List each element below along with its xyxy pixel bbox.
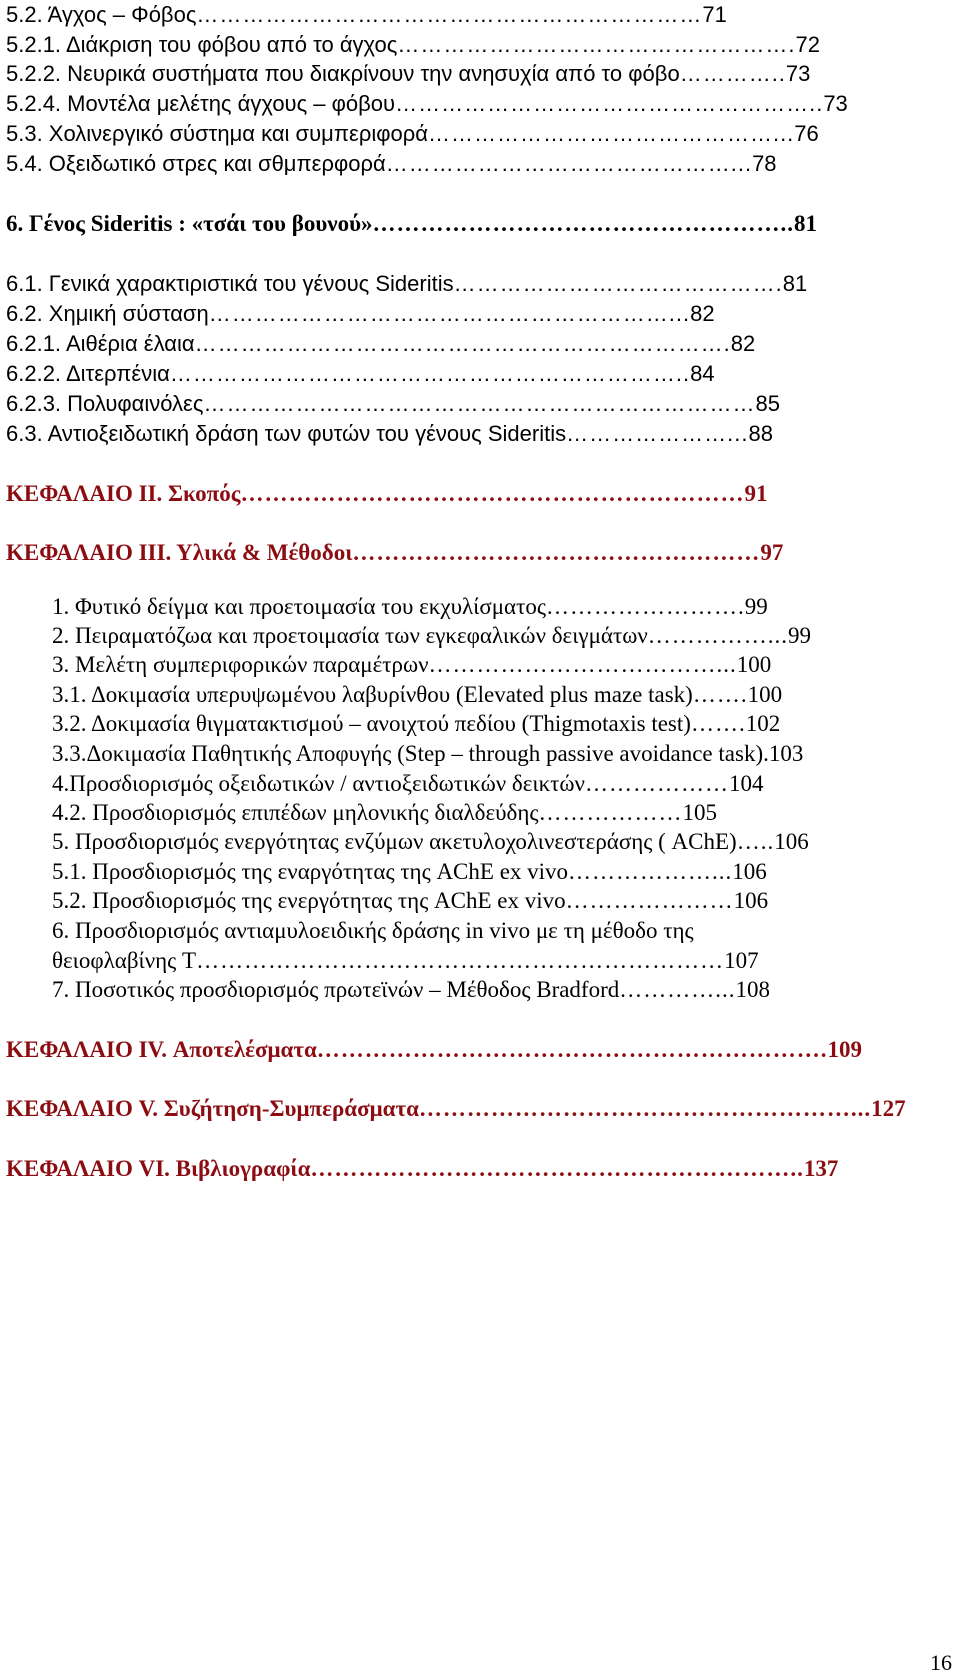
toc-entry-page: 99 — [787, 623, 811, 648]
toc-chapter-heading[interactable] — [6, 539, 910, 567]
toc-entry-page: 100 — [736, 652, 772, 677]
toc-entry-label: 5.2.2. Νευρικά συστήματα που διακρίνουν την ανησυχία από το φόβο — [6, 61, 680, 86]
toc-entry-page: 109 — [827, 1037, 863, 1062]
toc-entry-label: 3.3.Δοκιμασία Παθητικής Αποφυγής (Step – through passive avoidance task). — [52, 741, 769, 766]
toc-entry-label: θειοφλαβίνης T — [52, 948, 197, 973]
toc-entry[interactable] — [6, 150, 910, 178]
toc-entry-label: 7. Ποσοτικός προσδιορισμός πρωτεϊνών – Μέθοδος Bradford — [52, 977, 620, 1002]
toc-entry-label: 5.4. Οξειδωτικό στρες και σθμπερφορά — [6, 151, 386, 176]
toc-leader: ……………………………………. — [453, 271, 783, 296]
toc-entry-page: 97 — [760, 540, 784, 565]
toc-leader: …………... — [619, 977, 736, 1002]
toc-entry[interactable] — [52, 740, 922, 768]
toc-entry-page: 127 — [871, 1096, 906, 1121]
toc-entry-label: 6.2.2. Διτερπένια — [6, 361, 170, 386]
toc-leader: ………………………………………………... — [418, 1096, 872, 1121]
toc-leader: ……………... — [647, 623, 788, 648]
toc-entry-label: ΚΕΦΑΛΑΙΟ ΙΙΙ. Υλικά & Μέθοδοι — [6, 540, 353, 565]
toc-entry-label: ΚΕΦΑΛΑΙΟ IV. Αποτελέσματα — [6, 1037, 317, 1062]
toc-entry-page: 91 — [744, 481, 768, 506]
toc-entry-label: 4.2. Προσδιορισμός επιπέδων μηλονικής διαλδεύδης — [52, 800, 539, 825]
toc-entry-label: 6.2. Χημική σύσταση — [6, 301, 209, 326]
toc-entry-page: 106 — [774, 829, 809, 854]
toc-entry-continuation[interactable] — [52, 947, 910, 975]
toc-section-heading[interactable] — [6, 210, 910, 238]
toc-entry-label: 6.2.3. Πολυφαινόλες — [6, 391, 204, 416]
toc-entry[interactable] — [52, 887, 910, 915]
toc-leader: ……………………………………………. — [397, 32, 796, 57]
toc-entry-page: 103 — [768, 741, 804, 766]
toc-entry[interactable] — [52, 593, 910, 621]
toc-entry-label: 2. Πειραματόζωα και προετοιμασία των εγκεφαλικών δειγμάτων — [52, 623, 648, 648]
toc-entry-label: 6.1. Γενικά χαρακτιριστικά του γένους Sideritis — [6, 271, 454, 296]
toc-entry[interactable] — [52, 770, 910, 798]
toc-leader: ……………………………………………………… — [240, 481, 745, 506]
toc-chapter-heading[interactable] — [6, 1095, 910, 1123]
toc-entry-label: 5.2.1. Διάκριση του φόβου από το άγχος — [6, 32, 398, 57]
toc-entry[interactable] — [6, 300, 910, 328]
page-number: 16 — [930, 1650, 952, 1675]
toc-entry-label: 1. Φυτικό δείγμα και προετοιμασία του εκχυλίσματος — [52, 594, 546, 619]
toc-leader: ………………………………………………………….. — [169, 361, 691, 386]
toc-entry-page: 76 — [794, 121, 819, 146]
toc-leader: ……………………………………………………………. — [194, 331, 731, 356]
toc-entry-label: ΚΕΦΑΛΑΙΟ ΙΙ. Σκοπός — [6, 481, 241, 506]
toc-entry[interactable] — [52, 799, 910, 827]
toc-entry-page: 73 — [785, 61, 811, 86]
toc-entry[interactable] — [52, 651, 910, 679]
toc-leader: ……………………………………………….. — [395, 91, 824, 116]
toc-leader: …………………………………………………….. — [310, 1156, 804, 1181]
toc-entry[interactable] — [6, 1, 910, 29]
toc-entry-page: 81 — [794, 211, 818, 236]
toc-leader: ………………………………………………………. — [316, 1037, 828, 1062]
toc-entry[interactable] — [52, 710, 910, 738]
toc-entry[interactable] — [52, 858, 910, 886]
toc-entry-label: 5.2. Άγχος – Φόβος — [6, 2, 197, 27]
toc-entry-page: 106 — [732, 859, 767, 884]
toc-entry-page: 82 — [730, 331, 756, 356]
toc-leader: …………………………………………… — [352, 540, 761, 565]
toc-entry-label: 3.1. Δοκιμασία υπερυψωμένου λαβυρίνθου (Elevated plus maze task) — [52, 682, 693, 707]
toc-entry-page: 104 — [728, 771, 764, 796]
toc-entry-label: 4.Προσδιορισμός οξειδωτικών / αντιοξειδωτικών δεικτών — [52, 771, 585, 796]
toc-entry-page: 71 — [702, 2, 727, 27]
toc-entry-label: ΚΕΦΑΛΑΙΟ V. Συζήτηση-Συμπεράσματα — [6, 1096, 419, 1121]
toc-leader: ……………………………………………………... — [208, 301, 691, 326]
toc-entry-label: 6.3. Αντιοξειδωτική δράση των φυτών του γένους Sideritis — [6, 421, 567, 446]
toc-entry-page: 85 — [755, 391, 780, 416]
toc-leader: ……. — [690, 711, 746, 736]
toc-leader: ……………………………………………………………… — [203, 391, 756, 416]
toc-leader: ……………… — [584, 771, 729, 796]
toc-entry-label: ΚΕΦΑΛΑΙΟ VI. Βιβλιογραφία — [6, 1156, 311, 1181]
toc-entry-label: 3.2. Δοκιμασία θιγματακτισμού – ανοιχτού πεδίου (Thigmotaxis test) — [52, 711, 691, 736]
toc-chapter-heading[interactable] — [6, 1036, 910, 1064]
toc-entry-page: 72 — [795, 32, 820, 57]
toc-entry[interactable] — [52, 828, 910, 856]
toc-entry-page: 88 — [748, 421, 773, 446]
toc-entry-label: 3. Μελέτη συμπεριφορικών παραμέτρων — [52, 652, 429, 677]
toc-entry[interactable] — [6, 31, 910, 59]
toc-entry-label: 5.1. Προσδιορισμός της εναργότητας της AChE ex vivo — [52, 859, 569, 884]
toc-leader: …………………………………………….. — [372, 211, 795, 236]
toc-entry-label: 5.2.4. Μοντέλα μελέτης άγχους – φόβου — [6, 91, 396, 116]
toc-entry[interactable] — [6, 270, 910, 298]
toc-entry-page: 100 — [747, 682, 783, 707]
toc-entry-page: 73 — [823, 91, 848, 116]
toc-leader: ………………………………... — [428, 652, 737, 677]
toc-entry[interactable] — [6, 360, 910, 388]
toc-entry-label: 5.3. Χολινεργικό σύστημα και συμπεριφορά — [6, 121, 428, 146]
toc-entry[interactable] — [6, 120, 910, 148]
toc-entry-label: 5. Προσδιορισμός ενεργότητας ενζύμων ακετυλοχολινεστεράσης ( AChE) — [52, 829, 737, 854]
toc-leader: ……………… — [538, 800, 683, 825]
toc-leader: ………………………………………... — [385, 151, 753, 176]
toc-leader: ………………………………………………………… — [196, 2, 703, 27]
toc-entry[interactable] — [52, 976, 910, 1004]
toc-leader: ………………………………………………………… — [196, 948, 725, 973]
toc-entry-page: 106 — [733, 888, 769, 913]
toc-entry-page: 99 — [744, 594, 768, 619]
toc-entry[interactable] — [6, 420, 910, 448]
toc-chapter-heading[interactable] — [6, 480, 910, 508]
toc-leader: ………….. — [679, 61, 786, 86]
toc-entry-page: 107 — [724, 948, 759, 973]
toc-leader: ….. — [736, 829, 775, 854]
toc-chapter-heading[interactable] — [6, 1155, 910, 1183]
toc-leader: ……………………. — [545, 594, 745, 619]
toc-leader: ………………... — [568, 859, 733, 884]
toc-entry[interactable] — [52, 681, 910, 709]
toc-leader: …………………... — [566, 421, 749, 446]
toc-entry[interactable] — [52, 622, 910, 650]
toc-entry-label: 5.2. Προσδιορισμός της ενεργότητας της AChE ex vivo — [52, 888, 566, 913]
toc-entry[interactable] — [6, 90, 910, 118]
toc-entry-page: 102 — [745, 711, 781, 736]
toc-entry-page: 105 — [682, 800, 718, 825]
toc-entry-page: 78 — [752, 151, 777, 176]
toc-entry[interactable] — [6, 390, 910, 418]
toc-leader: ……. — [692, 682, 748, 707]
toc-entry-page: 137 — [803, 1156, 839, 1181]
toc-entry-page: 81 — [782, 271, 808, 296]
toc-entry[interactable] — [6, 330, 910, 358]
toc-entry-label: 6. Προσδιορισμός αντιαμυλοειδικής δράσης in vivo με τη μέθοδο της — [52, 918, 694, 943]
toc-leader: ………………………………………... — [427, 121, 795, 146]
toc-entry-page: 108 — [735, 977, 771, 1002]
toc-entry-label: 6.2.1. Αιθέρια έλαια — [6, 331, 195, 356]
toc-entry[interactable] — [52, 917, 910, 945]
toc-entry-label: 6. Γένος Sideritis : «τσάι του βουνού» — [6, 211, 373, 236]
toc-leader: ………………… — [565, 888, 734, 913]
toc-entry-page: 82 — [690, 301, 715, 326]
toc-entry[interactable] — [6, 60, 910, 88]
toc-entry-page: 84 — [690, 361, 715, 386]
